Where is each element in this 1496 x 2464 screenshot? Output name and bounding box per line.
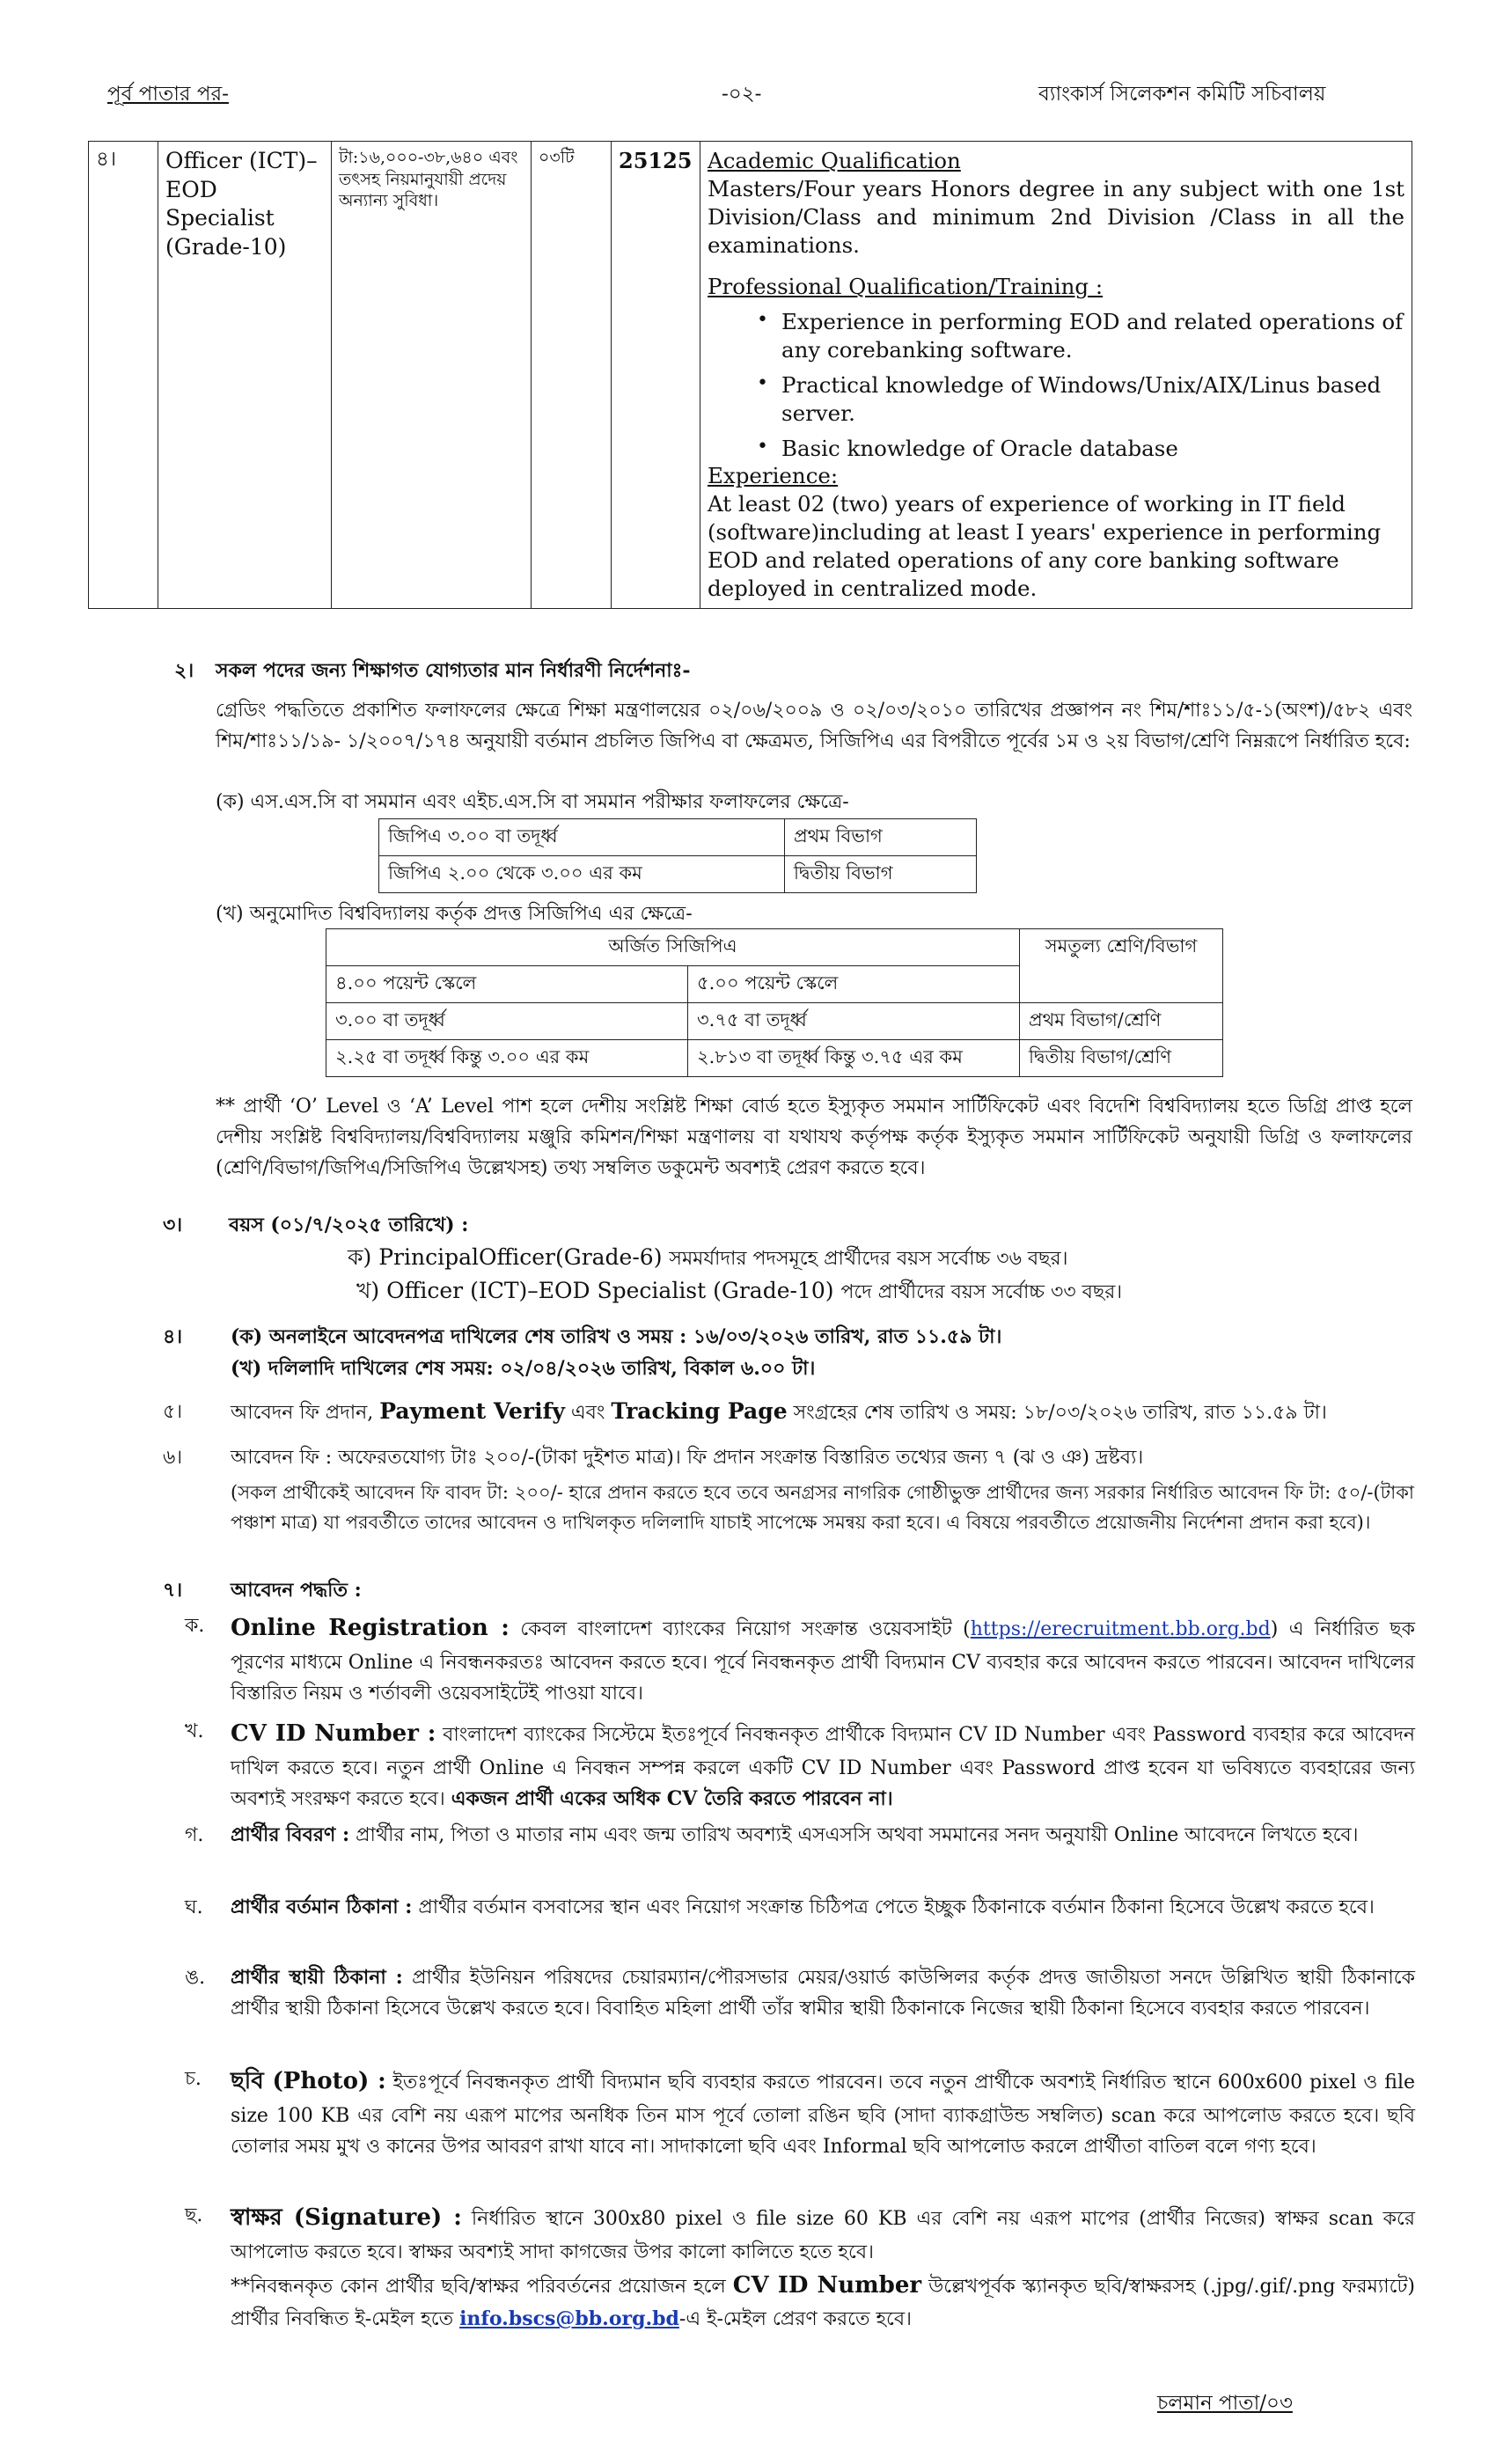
header-left: পূর্ব পাতার পর- — [107, 83, 229, 106]
age-line-b: খ) Officer (ICT)–EOD Specialist (Grade-10) পদে প্রার্থীদের বয়স সর্বোচ্চ ৩৩ বছর। — [356, 1278, 1123, 1303]
list-item: • Experience in performing EOD and related operations of any corebanking software. — [757, 309, 1404, 363]
experience-text: At least 02 (two) years of experience of working in IT field (software)including at least I years' experience in performing EOD and related operations of any core banking software deployed in centralized mode. — [708, 491, 1382, 601]
continued-page-marker: চলমান পাতা/০৩ — [1157, 2392, 1293, 2415]
professional-heading: Professional Qualification/Training : — [708, 274, 1104, 300]
experience-heading: Experience: — [708, 463, 839, 489]
section-heading: আবেদন পদ্ধতি : — [231, 1579, 362, 1602]
list-item: চ. ছবি (Photo) : ইতঃপূর্বে নিবন্ধনকৃত প্রার্থী বিদ্যমান ছবি ব্যবহার করতে পারবেন। তবে নতুন প্রার্থীকে অবশ্যই নির্ধারিত স্থানে 600x600 pixel ও file size 100 KB এর বেশি নয় এরূপ মাপের অনধিক তিন মাস পূর্বে তোলা রঙিন ছবি (সাদা ব্যাকগ্রাউন্ড সম্বলিত) scan করে আপলোড করতে হবে। ছবি তোলার সময় মুখ ও কানের উপর আবরণ রাখা যাবে না। সাদাকালো ছবি এবং Informal ছবি আপলোড করলে প্রার্থীতা বাতিল বলে গণ্য হবে। — [185, 2068, 1416, 2158]
kha-label: (খ) অনুমোদিত বিশ্ববিদ্যালয় কর্তৃক প্রদত্ত সিজিপিএ এর ক্ষেত্রে- — [216, 903, 693, 925]
table-row: অর্জিত সিজিপিএ সমতুল্য শ্রেণি/বিভাগ — [326, 929, 1223, 966]
section-number: ৬। — [163, 1447, 183, 1469]
table-row: ২.২৫ বা তদূর্ধ্ব কিন্তু ৩.০০ এর কম ২.৮১৩ বা তদূর্ধ্ব কিন্তু ৩.৭৫ এর কম দ্বিতীয় বিভাগ/শ্রেণি — [326, 1040, 1223, 1077]
bullet-icon: • — [757, 371, 768, 394]
gpa-table — [378, 818, 977, 893]
fee-paragraph: (সকল প্রার্থীকেই আবেদন ফি বাবদ টা: ২০০/- হারে প্রদান করতে হবে তবে অনগ্রসর নাগরিক গোষ্ঠীভুক্ত প্রার্থীদের জন্য সরকার নির্ধারিত আবেদন ফি টা: ৫০/-(টাকা পঞ্চাশ মাত্র) যা পরবর্তীতে তাদের আবেদন ও দাখিলকৃত দলিলাদি যাচাই সাপেক্ষে সমন্বয় করা হবে। এ বিষয়ে পরবর্তীতে প্রয়োজনীয় নির্দেশনা প্রদান করা হবে)। — [231, 1482, 1414, 1533]
section-heading: বয়স (০১/৭/২০২৫ তারিখে) : — [229, 1214, 469, 1236]
ka-label: (ক) এস.এস.সি বা সমমান এবং এইচ.এস.সি বা সমমান পরীক্ষার ফলাফলের ক্ষেত্রে- — [216, 791, 849, 813]
list-item: ছ. স্বাক্ষর (Signature) : নির্ধারিত স্থানে 300x80 pixel ও file size 60 KB এর বেশি নয় এরূপ মাপের (প্রার্থীর নিজের) স্বাক্ষর scan করে আপলোড করতে হবে। স্বাক্ষর অবশ্যই সাদা কাগজের উপর কালো কালিতে হতে হবে। **নিবন্ধনকৃত কোন প্রার্থীর ছবি/স্বাক্ষর পরিবর্তনের প্রয়োজন হলে CV ID Number উল্লেখপূর্বক স্ক্যানকৃত ছবি/স্বাক্ষরসহ (.jpg/.gif/.png ফরম্যাটে) প্রার্থীর নিবন্ধিত ই-মেইল হতে info.bscs@bb.org.bd-এ ই-মেইল প্রেরণ করতে হবে। — [185, 2204, 1416, 2331]
section-number: ৭। — [163, 1579, 183, 1602]
list-item: খ. CV ID Number : বাংলাদেশ ব্যাংকের সিস্টেমে ইতঃপূর্বে নিবন্ধনকৃত প্রার্থীকে বিদ্যমান CV ID Number এবং Password ব্যবহার করে আবেদন দাখিল করতে হবে। নতুন প্রার্থী Online এ নিবন্ধন সম্পন্ন করলে একটি CV ID Number এবং Password প্রাপ্ত হবেন যা ভবিষ্যতে ব্যবহারের জন্য অবশ্যই সংরক্ষণ করতে হবে। একজন প্রার্থী একের অধিক CV তৈরি করতে পারবেন না। — [185, 1720, 1416, 1810]
academic-text: Masters/Four years Honors degree in any subject with one 1st Division/Class and minimum 2nd Division /Class in all the examinations. — [708, 175, 1404, 258]
fee-line: আবেদন ফি : অফেরতযোগ্য টাঃ ২০০/-(টাকা দুইশত মাত্র)। ফি প্রদান সংক্রান্ত বিস্তারিত তথ্যের জন্য ৭ (ঝ ও ঞ) দ্রষ্টব্য। — [231, 1447, 1144, 1469]
post-title-cell: Officer (ICT)–EOD Specialist (Grade-10) — [158, 142, 332, 609]
post-table — [88, 141, 1412, 609]
fee-deadline-line: আবেদন ফি প্রদান, Payment Verify এবং Tracking Page সংগ্রহের শেষ তারিখ ও সময়: ১৮/০৩/২০২৬ তারিখ, রাত ১১.৫৯ টা। — [231, 1398, 1327, 1424]
deadline-online: (ক) অনলাইনে আবেদনপত্র দাখিলের শেষ তারিখ ও সময় : ১৬/০৩/২০২৬ তারিখ, রাত ১১.৫৯ টা। — [231, 1325, 1002, 1348]
grading-paragraph: গ্রেডিং পদ্ধতিতে প্রকাশিত ফলাফলের ক্ষেত্রে শিক্ষা মন্ত্রণালয়ের ০২/০৬/২০০৯ ও ০২/০৩/২০১০ তারিখের প্রজ্ঞাপন নং শিম/শাঃ১১/৫-১(অংশ)/৫৮২ এবং শিম/শাঃ১১/১৯- ১/২০০৭/১৭৪ অনুযায়ী বর্তমান প্রচলিত জিপিএ বা ক্ষেত্রমত, সিজিপিএ এর বিপরীতে পূর্বের ১ম ও ২য় বিভাগ/শ্রেণি নিম্নরূপে নির্ধারিত হবে: — [216, 700, 1412, 753]
serial-cell: ৪। — [89, 142, 158, 609]
o-level-note: ** প্রার্থী ‘O’ Level ও ‘A’ Level পাশ হলে দেশীয় সংশ্লিষ্ট শিক্ষা বোর্ড হতে ইস্যুকৃত সমমান সার্টিফিকেট এবং বিদেশি বিশ্ববিদ্যালয় হতে ডিগ্রি প্রাপ্ত হলে দেশীয় সংশ্লিষ্ট বিশ্ববিদ্যালয়/বিশ্ববিদ্যালয় মঞ্জুরি কমিশন/শিক্ষা মন্ত্রণালয় বা যথাযথ কর্তৃপক্ষ কর্তৃক ইস্যুকৃত সমমান সার্টিফিকেট অনুযায়ী ডিগ্রি ও ফলাফলের (শ্রেণি/বিভাগ/জিপিএ/সিজিপিএ উল্লেখসহ) তথ্য সম্বলিত ডকুমেন্ট অবশ্যই প্রেরণ করতে হবে। — [216, 1096, 1412, 1180]
section-number: ২। — [174, 659, 194, 682]
section-number: ৩। — [163, 1214, 183, 1236]
table-row — [89, 142, 1412, 609]
bullet-icon: • — [757, 309, 768, 332]
list-item: ক. Online Registration : কেবল বাংলাদেশ ব্যাংকের নিয়োগ সংক্রান্ত ওয়েবসাইট (https://erecruitment.bb.org.bd) এ নির্ধারিত ছক পূরণের মাধ্যমে Online এ নিবন্ধনকরতঃ আবেদন করতে হবে। পূর্বে নিবন্ধনকৃত প্রার্থী বিদ্যমান CV ব্যবহার করে আবেদন করতে পারবেন। আবেদন দাখিলের বিস্তারিত নিয়ম ও শর্তাবলী ওয়েবসাইটেই পাওয়া যাবে। — [185, 1615, 1415, 1705]
salary-cell: টা:১৬,০০০-৩৮,৬৪০ এবং তৎসহ নিয়মানুযায়ী প্রদেয় অন্যান্য সুবিধা। — [332, 142, 532, 609]
bullet-icon: • — [757, 435, 768, 458]
list-item: ঙ. প্রার্থীর স্থায়ী ঠিকানা : প্রার্থীর ইউনিয়ন পরিষদের চেয়ারম্যান/পৌরসভার মেয়র/ওয়ার্ড কাউন্সিলর কর্তৃক প্রদত্ত জাতীয়তা সনদে উল্লিখিত স্থায়ী ঠিকানাকে প্রার্থীর স্থায়ী ঠিকানা হিসেবে উল্লেখ করতে হবে। বিবাহিত মহিলা প্রার্থী তাঁর স্বামীর স্থায়ী ঠিকানাকে নিজের স্থায়ী ঠিকানা হিসেবে ব্যবহার করতে পারবেন। — [185, 1966, 1416, 2020]
section-number: ৫। — [163, 1401, 183, 1423]
list-item: ঘ. প্রার্থীর বর্তমান ঠিকানা : প্রার্থীর বর্তমান বসবাসের স্থান এবং নিয়োগ সংক্রান্ত চিঠিপত্র পেতে ইচ্ছুক ঠিকানাকে বর্তমান ঠিকানা হিসেবে উল্লেখ করতে হবে। — [185, 1896, 1375, 1918]
qualification-cell — [700, 142, 1412, 609]
deadline-documents: (খ) দলিলাদি দাখিলের শেষ সময়: ০২/০৪/২০২৬ তারিখ, বিকাল ৬.০০ টা। — [231, 1357, 816, 1380]
cgpa-table — [326, 928, 1223, 1077]
section-heading: সকল পদের জন্য শিক্ষাগত যোগ্যতার মান নির্ধারণী নির্দেশনাঃ- — [216, 659, 691, 682]
header-right: ব্যাংকার্স সিলেকশন কমিটি সচিবালয় — [1038, 83, 1326, 106]
list-item: • Practical knowledge of Windows/Unix/AIX/Linus based server. — [757, 371, 1382, 426]
list-item: • Basic knowledge of Oracle database — [757, 435, 1178, 461]
page-number: -০২- — [722, 83, 762, 106]
post-code-cell: 25125 — [612, 142, 700, 609]
table-row: জিপিএ ৩.০০ বা তদূর্ধ্ব প্রথম বিভাগ — [379, 819, 977, 856]
table-row: ৪.০০ পয়েন্ট স্কেলে ৫.০০ পয়েন্ট স্কেলে — [326, 966, 1223, 1003]
table-row: ৩.০০ বা তদূর্ধ্ব ৩.৭৫ বা তদূর্ধ্ব প্রথম বিভাগ/শ্রেণি — [326, 1003, 1223, 1040]
list-item: গ. প্রার্থীর বিবরণ : প্রার্থীর নাম, পিতা ও মাতার নাম এবং জন্ম তারিখ অবশ্যই এসএসসি অথবা সমমানের সনদ অনুযায়ী Online আবেদনে লিখতে হবে। — [185, 1823, 1359, 1846]
recruitment-website-link[interactable]: https://erecruitment.bb.org.bd — [970, 1618, 1271, 1640]
email-link[interactable]: info.bscs@bb.org.bd — [459, 2307, 679, 2331]
age-line-a: ক) PrincipalOfficer(Grade-6) সমমর্যাদার পদসমূহে প্রার্থীদের বয়স সর্বোচ্চ ৩৬ বছর। — [348, 1244, 1068, 1270]
table-row: জিপিএ ২.০০ থেকে ৩.০০ এর কম দ্বিতীয় বিভাগ — [379, 856, 977, 893]
academic-heading: Academic Qualification — [708, 148, 961, 173]
vacancy-cell: ০৩টি — [532, 142, 612, 609]
section-number: ৪। — [163, 1325, 183, 1348]
